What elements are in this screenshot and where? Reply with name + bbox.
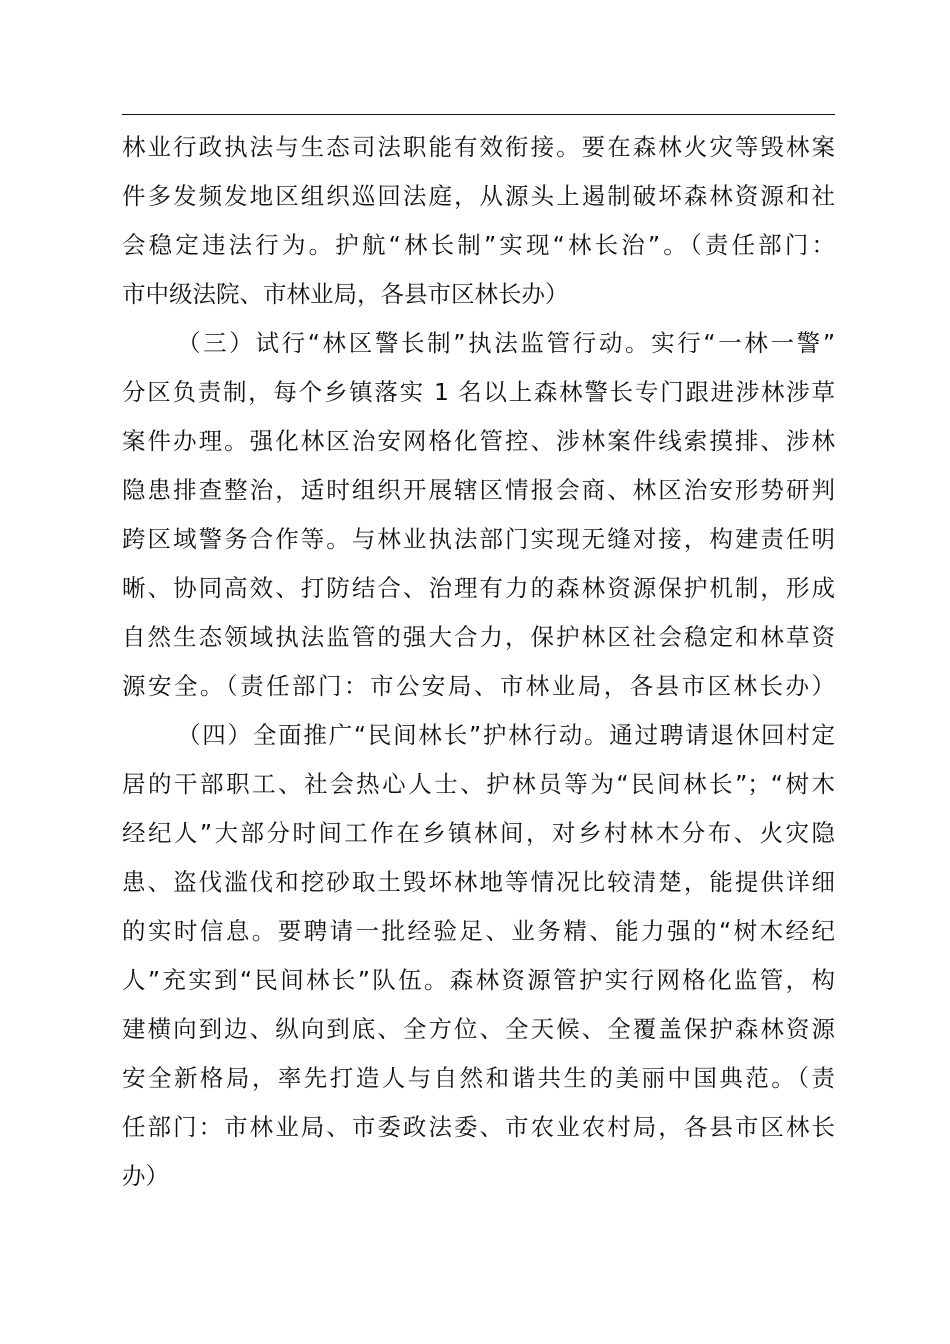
text-line: 晰、协同高效、打防结合、治理有力的森林资源保护机制，形成 <box>122 574 835 602</box>
text-line: 跨区域警务合作等。与林业执法部门实现无缝对接，构建责任明 <box>122 525 835 553</box>
text-line: 患、盗伐滥伐和挖砂取土毁坏林地等情况比较清楚，能提供详细 <box>122 868 835 896</box>
text-line: 案件办理。强化林区治安网格化管控、涉林案件线索摸排、涉林 <box>122 427 835 455</box>
paragraph-heading-line: （三）试行“林区警长制”执法监管行动。实行“一林一警” <box>177 329 835 357</box>
text-line: 自然生态领域执法监管的强大合力，保护林区社会稳定和林草资 <box>122 623 835 651</box>
text-line: 居的干部职工、社会热心人士、护林员等为“民间林长”；“树木 <box>122 770 835 798</box>
text-line: 源安全。（责任部门：市公安局、市林业局，各县市区林长办） <box>122 672 835 700</box>
header-rule <box>122 114 835 115</box>
text-line: 分区负责制，每个乡镇落实 1 名以上森林警长专门跟进涉林涉草 <box>122 378 835 406</box>
text-line: 人”充实到“民间林长”队伍。森林资源管护实行网格化监管，构 <box>122 966 835 994</box>
text-line: 建横向到边、纵向到底、全方位、全天候、全覆盖保护森林资源 <box>122 1015 835 1043</box>
text-line: 的实时信息。要聘请一批经验足、业务精、能力强的“树木经纪 <box>122 917 835 945</box>
paragraph-heading-line: （四）全面推广“民间林长”护林行动。通过聘请退休回村定 <box>177 721 835 749</box>
text-line: 任部门：市林业局、市委政法委、市农业农村局，各县市区林长 <box>122 1113 835 1141</box>
text-line: 市中级法院、市林业局，各县市区林长办） <box>122 280 569 308</box>
text-line: 安全新格局，率先打造人与自然和谐共生的美丽中国典范。（责 <box>122 1064 835 1092</box>
text-line: 林业行政执法与生态司法职能有效衔接。要在森林火灾等毁林案 <box>122 133 835 161</box>
text-line: 件多发频发地区组织巡回法庭，从源头上遏制破坏森林资源和社 <box>122 182 835 210</box>
text-line: 会稳定违法行为。护航“林长制”实现“林长治”。（责任部门： <box>122 231 835 259</box>
text-line: 隐患排查整治，适时组织开展辖区情报会商、林区治安形势研判 <box>122 476 835 504</box>
text-line: 办） <box>122 1162 169 1190</box>
text-line: 经纪人”大部分时间工作在乡镇林间，对乡村林木分布、火灾隐 <box>122 819 835 847</box>
